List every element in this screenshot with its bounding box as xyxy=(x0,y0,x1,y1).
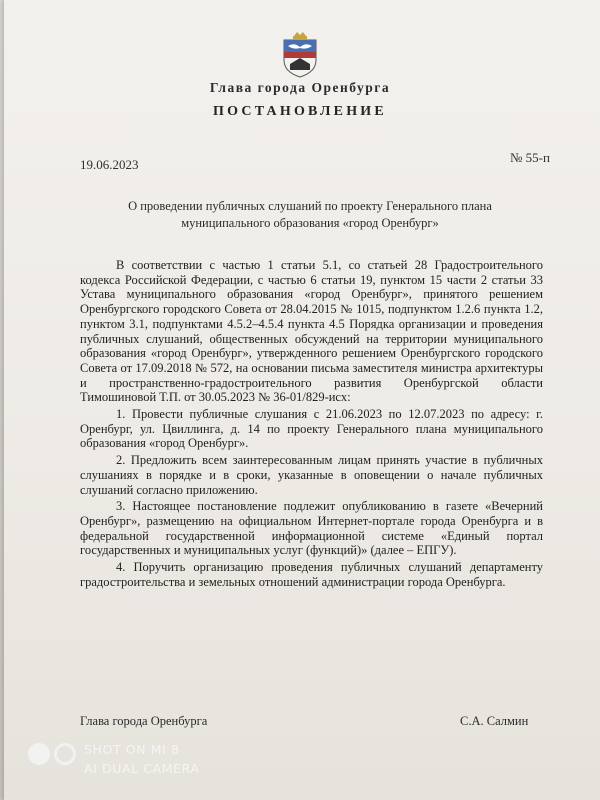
watermark-line: SHOT ON MI 8 xyxy=(84,742,180,757)
signatory-name: С.А. Салмин xyxy=(460,714,529,728)
watermark-text xyxy=(84,740,200,778)
resolution-item: 3. Настоящее постановление подлежит опубликованию в газете «Вечерний Оренбург», размещению на официальном Интернет-портале города Оренбурга и в федеральной государственной информационной системе «Единый портал государственных и муниципальных услуг (функций)» (далее – ЕПГУ). xyxy=(80,499,543,558)
document-date: 19.06.2023 xyxy=(80,157,139,172)
ring-circle-icon xyxy=(54,743,76,765)
subject-line: О проведении публичных слушаний по проекту Генерального плана xyxy=(128,199,492,213)
city-coat-of-arms-icon xyxy=(280,30,320,78)
preamble-paragraph: В соответствии с частью 1 статьи 5.1, со статьей 28 Градостроительного кодекса Российской Федерации, с частью 6 статьи 19, пунктом 15 части 2 статьи 33 Устава муниципального образования «город Оренбург», принятого решением Оренбургского городского Совета от 28.04.2015 № 1015, подпунктом 1.2.6 пункта 1.2, пунктом 3.1, подпунктами 4.5.2–4.5.4 пункта 4.5 Порядка организации и проведения публичных слушаний, общественных обсуждений на территории муниципального образования «город Оренбург», утвержденного решением Оренбургского городского Совета от 17.09.2018 № 572, на основании письма заместителя министра архитектуры и пространственно-градостроительного развития Оренбургской области Тимошиновой Т.П. от 30.05.2023 № 36-01/829-исх: xyxy=(80,258,543,405)
subject-line: муниципального образования «город Оренбург» xyxy=(181,216,439,230)
document-subject xyxy=(100,198,520,232)
filled-circle-icon xyxy=(28,743,50,765)
document-number: № 55-п xyxy=(510,150,550,165)
camera-logo-icon xyxy=(28,743,76,765)
resolution-item: 2. Предложить всем заинтересованным лицам принять участие в публичных слушаниях в порядке и в сроки, указанные в оповещении о начале публичных слушаний согласно приложению. xyxy=(80,453,543,497)
document-type-title: ПОСТАНОВЛЕНИЕ xyxy=(213,104,387,119)
signatory-title: Глава города Оренбурга xyxy=(80,714,208,728)
resolution-item: 4. Поручить организацию проведения публичных слушаний департаменту градостроительства и земельных отношений администрации города Оренбурга. xyxy=(80,560,543,589)
watermark-line: AI DUAL CAMERA xyxy=(84,761,200,776)
camera-watermark xyxy=(28,740,200,778)
document-body xyxy=(80,258,543,589)
issuing-authority: Глава города Оренбурга xyxy=(209,80,391,95)
resolution-item: 1. Провести публичные слушания с 21.06.2023 по 12.07.2023 по адресу: г. Оренбург, ул. Цвиллинга, д. 14 по проекту Генерального плана муниципального образования «город Оренбург». xyxy=(80,407,543,451)
